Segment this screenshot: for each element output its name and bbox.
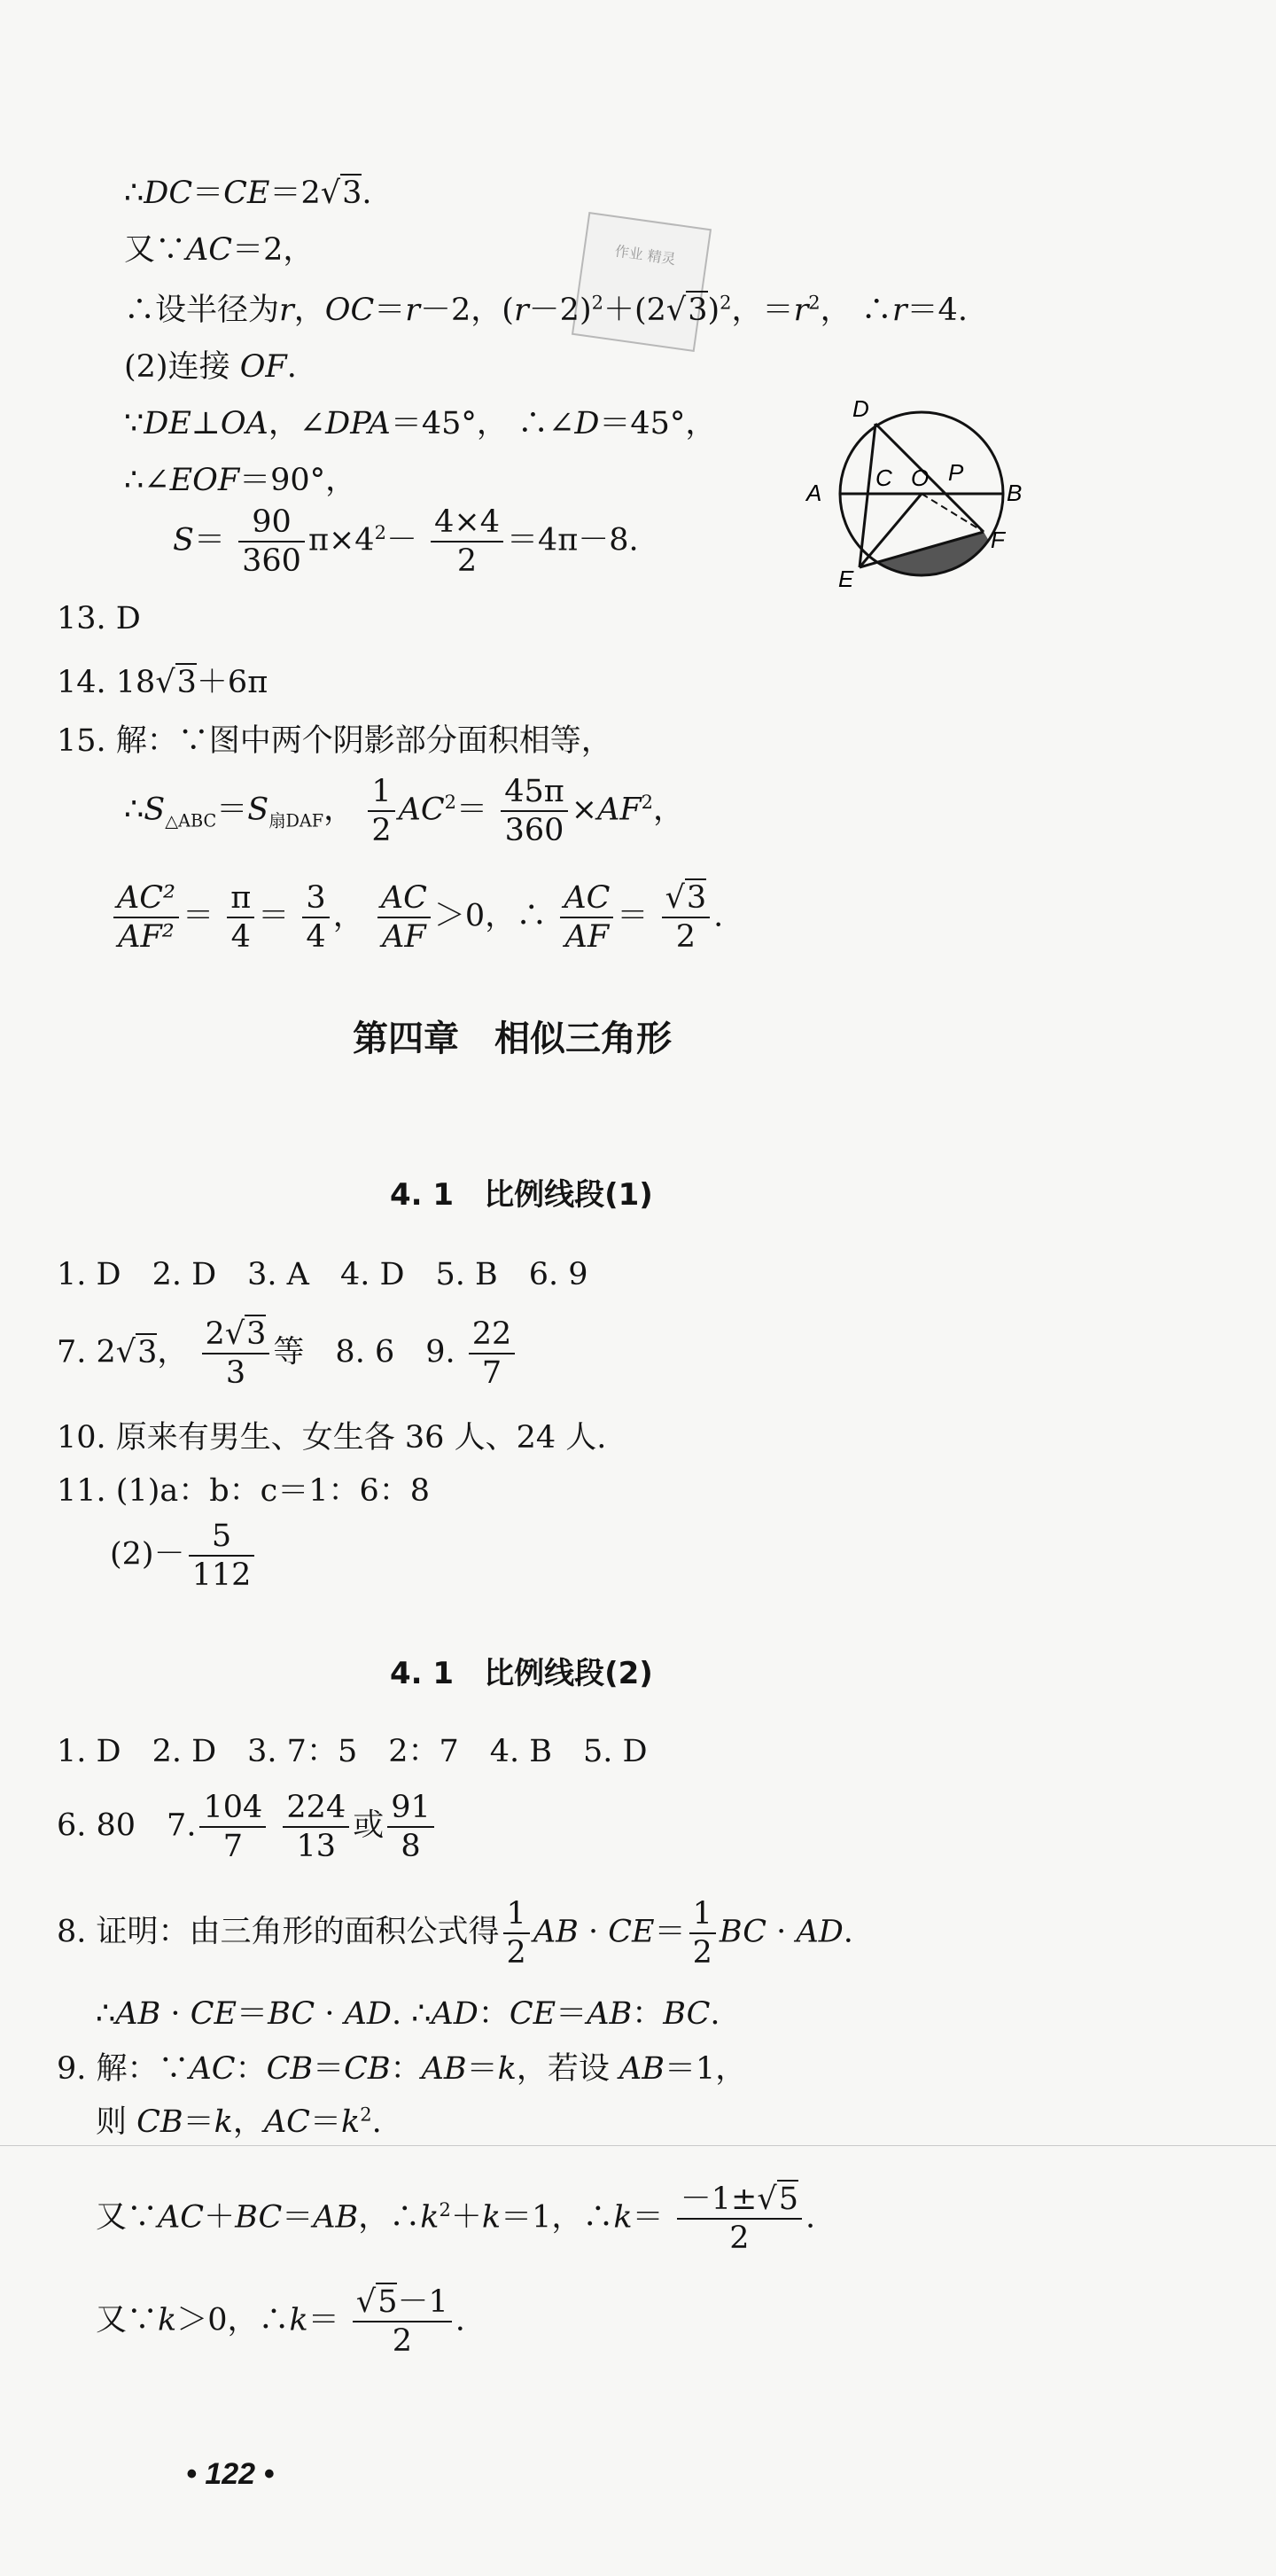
shaded-segment bbox=[851, 532, 1010, 576]
solution-line-6: ∴∠EOF＝90°， bbox=[124, 463, 357, 498]
solution-line-4: (2)连接 OF. bbox=[124, 349, 297, 385]
section1-line-1: 1. D 2. D 3. A 4. D 5. B 6. 9 bbox=[57, 1257, 588, 1292]
section2-line-6: 则 CB＝k，$AC=k^2$. bbox=[96, 2104, 382, 2140]
answer-14: 14. 18√3＋6π bbox=[57, 665, 268, 700]
answer-15-head: 15. 解：∵图中两个阴影部分面积相等， bbox=[57, 723, 612, 759]
section2-line-8: 又∵k＞0，∴k＝ $\frac{√5-1}{2}$ . bbox=[96, 2284, 465, 2359]
label-d: D bbox=[852, 395, 869, 422]
label-p: P bbox=[948, 459, 964, 486]
answer-15-line-2: $\therefore S_{\triangle ABC}=S_{扇DAF}$， $\frac{1}{2}$ $AC^2=$ $\frac{45\pi}{360}$ $\times AF^2$， bbox=[124, 774, 685, 848]
section-title-1: 4. 1 比例线段(1) bbox=[390, 1177, 653, 1213]
page-number: • 122 • bbox=[186, 2457, 275, 2491]
solution-line-7: S＝ $\frac{90}{360}$ $\pi\times 4^2-$ $\frac{4\times 4}{2}$ ＝4π－8. bbox=[173, 504, 639, 579]
circle-geometry-figure bbox=[798, 390, 1063, 594]
segment-de bbox=[860, 424, 875, 567]
section1-line-4: 11. (1)a：b：c＝1：6：8 bbox=[57, 1473, 431, 1509]
label-b: B bbox=[1007, 480, 1023, 506]
label-o: O bbox=[911, 464, 930, 491]
watermark-stamp bbox=[572, 212, 712, 352]
answer-13: 13. D bbox=[57, 601, 141, 636]
solution-line-2: 又∵AC＝2， bbox=[124, 232, 315, 268]
section2-line-3: 8. 证明：由三角形的面积公式得 $\frac{1}{2}$ AB · CE＝ $\frac{1}{2}$ BC · AD. bbox=[57, 1896, 853, 1971]
divider-line bbox=[0, 2145, 1276, 2146]
solution-line-5: ∵DE⊥OA，∠DPA＝45°， ∴∠D＝45°， bbox=[124, 406, 717, 441]
section1-line-5: (2)－ $\frac{5}{112}$ bbox=[110, 1518, 258, 1594]
section2-line-7: 又∵AC＋BC＝AB，$\therefore k^2+k=1$，∴k＝ $\frac{-1\pm√5}{2}$ . bbox=[96, 2182, 816, 2256]
section2-line-1: 1. D 2. D 3. 7：5 2：7 4. B 5. D bbox=[57, 1734, 648, 1769]
answer-15-line-3: $\frac{\text{AC²}}{\text{AF²}}$ ＝ $\frac{\pi}{4}$ ＝ $\frac{3}{4}$ ， $\frac{AC}{AF}$ ＞0，∴ $\frac{AC}{AF}$ ＝ $\frac{√3}{2}$ . bbox=[110, 879, 723, 956]
section1-line-3: 10. 原来有男生、女生各 36 人、24 人. bbox=[57, 1420, 607, 1456]
solution-line-1: ∴DC＝CE＝2√3. bbox=[124, 176, 372, 211]
solution-line-3: ∴设半径为r，OC＝r－2，$(r-2)^2+(2√3)^2$，$=r^2$， ∴r＝4. bbox=[124, 292, 968, 328]
section2-line-2: 6. 80 7. $\frac{104}{7}$ $\frac{224}{13}$ 或 $\frac{91}{8}$ bbox=[57, 1789, 438, 1865]
section2-line-5: 9. 解：∵AC：CB＝CB：AB＝k，若设 AB＝1， bbox=[57, 2051, 747, 2087]
chapter-title: 第四章 相似三角形 bbox=[353, 1019, 672, 1059]
stamp-text: 作业 精灵 bbox=[613, 242, 677, 269]
section-title-2: 4. 1 比例线段(2) bbox=[390, 1656, 653, 1691]
label-c: C bbox=[875, 464, 892, 491]
section1-line-2: 7. 2√3， $\frac{2√3}{3}$ 等 8. 6 9. $\frac{22}{7}$ bbox=[57, 1315, 518, 1392]
section2-line-4: ∴AB · CE＝BC · AD. ∴AD：CE＝AB：BC. bbox=[96, 1996, 720, 2032]
label-f: F bbox=[991, 527, 1005, 553]
label-a: A bbox=[806, 480, 822, 506]
label-e: E bbox=[838, 566, 854, 592]
